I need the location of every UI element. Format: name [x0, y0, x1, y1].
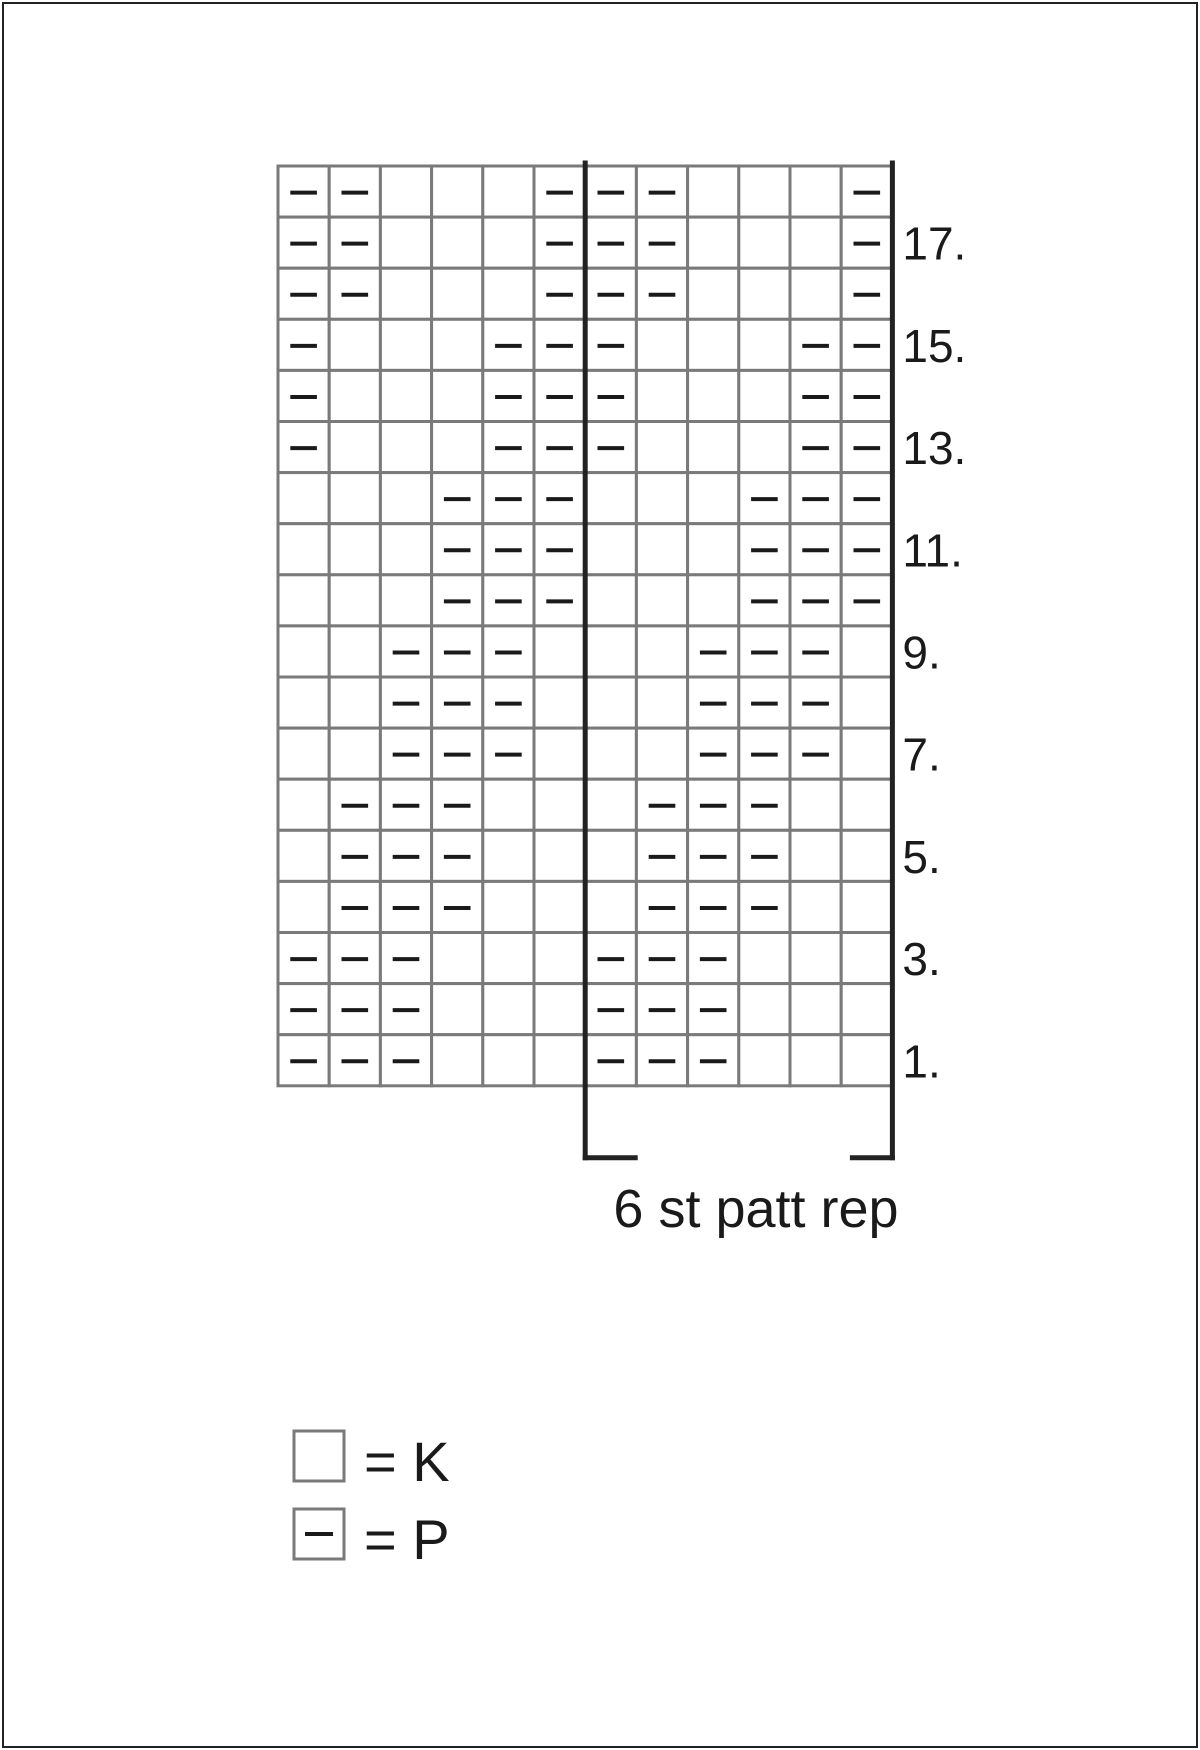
knit-cell: [841, 626, 892, 677]
knit-cell: [432, 1035, 483, 1086]
legend-knit-label: = K: [364, 1430, 450, 1493]
legend-item-purl: [294, 1508, 450, 1571]
knit-cell: [841, 677, 892, 728]
row-label-13: 13.: [902, 422, 967, 475]
knit-cell: [432, 268, 483, 319]
knit-cell: [278, 575, 329, 626]
knit-cell: [380, 473, 431, 524]
knit-cell: [841, 1035, 892, 1086]
knit-cell: [688, 575, 739, 626]
knit-cell: [483, 881, 534, 932]
knit-cell: [534, 728, 585, 779]
knit-cell: [432, 984, 483, 1035]
knit-cell: [483, 1035, 534, 1086]
knit-cell: [841, 779, 892, 830]
knit-cell: [790, 217, 841, 268]
knit-cell: [380, 524, 431, 575]
knit-cell: [380, 319, 431, 370]
knit-cell: [688, 268, 739, 319]
knit-cell: [688, 370, 739, 421]
row-label-15: 15.: [902, 319, 967, 372]
legend-item-knit: [294, 1430, 450, 1493]
knit-cell: [483, 984, 534, 1035]
knit-cell: [380, 575, 431, 626]
knit-cell: [329, 728, 380, 779]
knit-cell: [534, 984, 585, 1035]
knit-cell: [636, 524, 687, 575]
knit-cell: [380, 370, 431, 421]
row-number-labels: [902, 218, 966, 1088]
knit-cell: [636, 370, 687, 421]
row-label-7: 7.: [902, 728, 941, 781]
knit-cell: [278, 830, 329, 881]
knit-cell: [432, 422, 483, 473]
knit-cell: [329, 319, 380, 370]
knit-cell: [688, 166, 739, 217]
knit-cell: [278, 626, 329, 677]
knit-cell: [483, 217, 534, 268]
knit-cell: [790, 881, 841, 932]
knit-cell: [739, 268, 790, 319]
knit-cell: [380, 166, 431, 217]
knit-cell: [739, 422, 790, 473]
knit-cell: [534, 830, 585, 881]
knit-cell: [278, 881, 329, 932]
knit-cell: [585, 626, 636, 677]
knit-cell: [380, 217, 431, 268]
knit-cell: [585, 728, 636, 779]
knit-cell: [278, 473, 329, 524]
knit-cell: [739, 933, 790, 984]
knit-cell: [841, 984, 892, 1035]
knit-cell: [739, 217, 790, 268]
knit-cell: [483, 779, 534, 830]
knit-cell: [841, 728, 892, 779]
pattern-repeat-label: 6 st patt rep: [613, 1179, 899, 1239]
row-label-9: 9.: [902, 626, 941, 679]
knit-cell: [739, 319, 790, 370]
knit-cell: [739, 166, 790, 217]
knit-cell: [790, 984, 841, 1035]
knit-cell: [688, 319, 739, 370]
knit-cell: [329, 473, 380, 524]
knit-cell: [278, 728, 329, 779]
knit-cell: [329, 626, 380, 677]
knit-cell: [636, 575, 687, 626]
row-label-11: 11.: [902, 524, 963, 577]
knit-cell: [790, 1035, 841, 1086]
knit-cell: [432, 933, 483, 984]
row-label-17: 17.: [902, 217, 967, 270]
knit-cell: [534, 677, 585, 728]
knit-cell: [534, 779, 585, 830]
knit-cell: [432, 370, 483, 421]
knit-cell: [483, 268, 534, 319]
knit-cell: [790, 830, 841, 881]
knit-cell: [380, 422, 431, 473]
knit-cell: [534, 881, 585, 932]
knit-cell: [329, 677, 380, 728]
knit-cell: [585, 524, 636, 575]
knit-cell: [585, 830, 636, 881]
knit-cell: [688, 422, 739, 473]
legend: [294, 1430, 450, 1571]
knit-cell: [278, 677, 329, 728]
knit-cell: [739, 370, 790, 421]
knit-cell: [585, 779, 636, 830]
knit-cell: [329, 370, 380, 421]
knit-cell: [534, 933, 585, 984]
knit-cell: [483, 830, 534, 881]
knit-cell: [688, 473, 739, 524]
knit-cell: [534, 626, 585, 677]
knit-cell: [636, 677, 687, 728]
knit-cell: [432, 166, 483, 217]
knit-cell: [585, 473, 636, 524]
knit-cell: [329, 575, 380, 626]
knit-cell: [636, 473, 687, 524]
knit-cell: [790, 933, 841, 984]
knit-cell: [585, 881, 636, 932]
knit-cell: [534, 1035, 585, 1086]
knit-cell: [790, 268, 841, 319]
knit-cell: [636, 626, 687, 677]
knit-cell: [329, 524, 380, 575]
knit-cell: [585, 575, 636, 626]
knit-cell: [329, 422, 380, 473]
knit-cell: [483, 933, 534, 984]
knit-cell: [636, 319, 687, 370]
knit-cell: [432, 319, 483, 370]
knit-cell: [688, 524, 739, 575]
knit-cell: [790, 166, 841, 217]
row-label-5: 5.: [902, 830, 941, 883]
knit-cell: [585, 677, 636, 728]
legend-purl-label: = P: [364, 1508, 450, 1571]
row-label-3: 3.: [902, 933, 941, 986]
knit-cell: [432, 217, 483, 268]
knit-cell: [841, 830, 892, 881]
knit-cell: [636, 422, 687, 473]
knit-cell: [790, 779, 841, 830]
knit-cell: [688, 217, 739, 268]
knit-cell: [380, 268, 431, 319]
knit-cell: [636, 728, 687, 779]
knit-cell: [739, 984, 790, 1035]
knit-cell: [278, 779, 329, 830]
knit-cell: [841, 881, 892, 932]
knit-square-icon: [294, 1431, 344, 1481]
knit-cell: [739, 1035, 790, 1086]
knit-cell: [841, 933, 892, 984]
knit-cell: [483, 166, 534, 217]
row-label-1: 1.: [902, 1035, 941, 1088]
knit-cell: [278, 524, 329, 575]
